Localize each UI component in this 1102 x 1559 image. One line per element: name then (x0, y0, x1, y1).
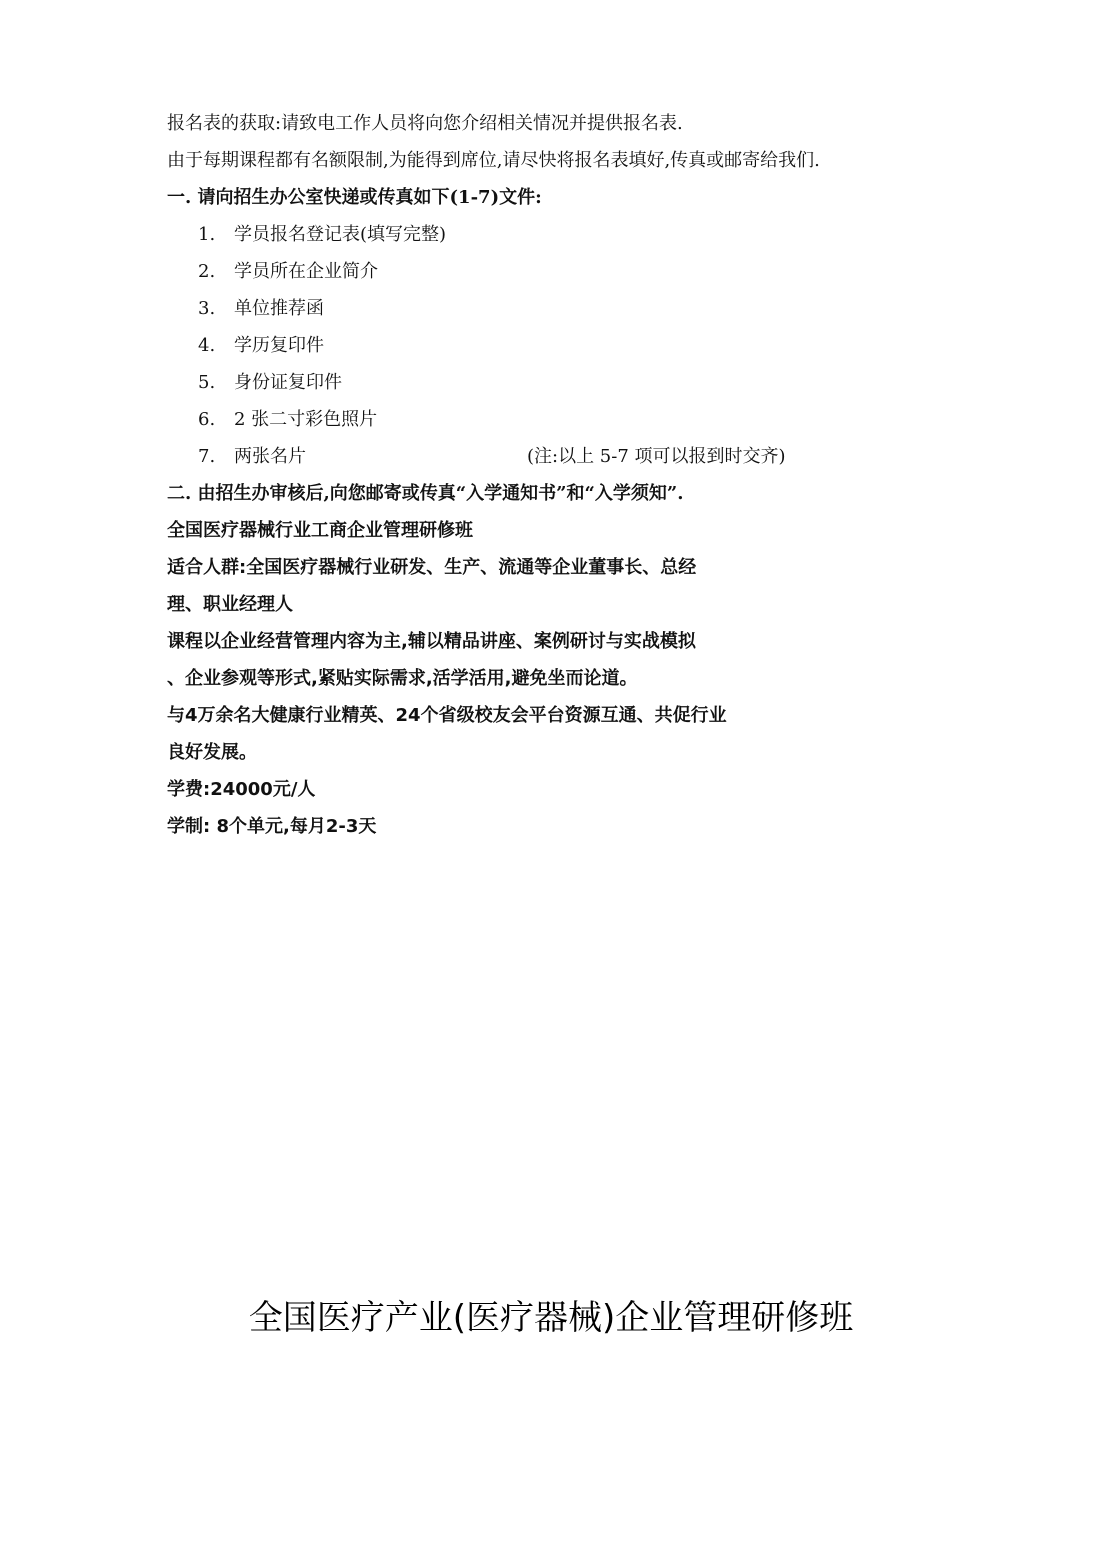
list-item: 2. 学员所在企业简介 (198, 261, 378, 282)
list-item: 3. 单位推荐函 (198, 298, 324, 319)
course-line-1: 课程以企业经营管理内容为主,辅以精品讲座、案例研讨与实战模拟 (167, 631, 696, 652)
intro-line-1: 报名表的获取:请致电工作人员将向您介绍相关情况并提供报名表. (167, 113, 683, 134)
list-item: 4. 学历复印件 (198, 335, 324, 356)
page-title: 全国医疗产业(医疗器械)企业管理研修班 (248, 1298, 854, 1338)
tuition-fee: 学费:24000元/人 (167, 779, 316, 800)
list-item: 1. 学员报名登记表(填写完整) (198, 224, 447, 245)
list-note: (注:以上 5-7 项可以报到时交齐) (527, 446, 786, 467)
program-name: 全国医疗器械行业工商企业管理研修班 (167, 520, 473, 541)
section-2-heading: 二. 由招生办审核后,向您邮寄或传真“入学通知书”和“入学须知”. (167, 483, 684, 504)
list-item: 7. 两张名片 (198, 446, 306, 467)
audience-line-2: 理、职业经理人 (167, 594, 293, 615)
list-item: 6. 2 张二寸彩色照片 (198, 409, 378, 430)
network-line-2: 良好发展。 (167, 742, 257, 763)
audience-line-1: 适合人群:全国医疗器械行业研发、生产、流通等企业董事长、总经 (167, 557, 697, 578)
intro-line-2: 由于每期课程都有名额限制,为能得到席位,请尽快将报名表填好,传真或邮寄给我们. (167, 150, 820, 171)
program-schedule: 学制: 8个单元,每月2-3天 (167, 816, 377, 837)
section-1-heading: 一. 请向招生办公室快递或传真如下(1-7)文件: (167, 187, 542, 208)
course-line-2: 、企业参观等形式,紧贴实际需求,活学活用,避免坐而论道。 (167, 668, 638, 689)
list-item: 5. 身份证复印件 (198, 372, 342, 393)
network-line-1: 与4万余名大健康行业精英、24个省级校友会平台资源互通、共促行业 (167, 705, 727, 726)
